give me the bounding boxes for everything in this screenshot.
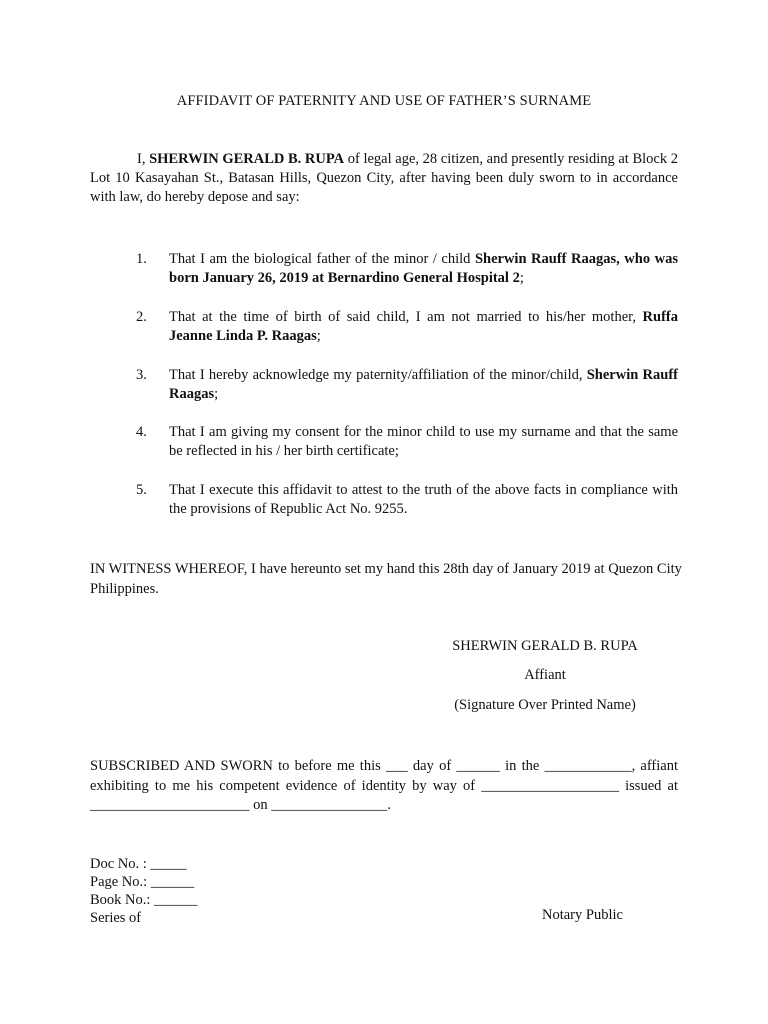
item-plain-text: That I am giving my consent for the minor child to use my surname and that the same be reflected in his / her birth certificate; bbox=[169, 424, 678, 459]
notary-public-label: Notary Public bbox=[542, 907, 623, 923]
item-text bbox=[169, 308, 678, 346]
item-suffix: ; bbox=[316, 328, 321, 344]
series-of: Series of bbox=[90, 910, 142, 926]
doc-no: Doc No. : _____ bbox=[90, 856, 187, 872]
item-text bbox=[169, 366, 678, 404]
item-bold-text: Ruffa Jeanne Linda P. Raagas bbox=[169, 309, 678, 344]
item-number: 1. bbox=[136, 251, 147, 267]
jurat-paragraph: SUBSCRIBED AND SWORN to before me this ___ day of ______ in the ____________, affiant exhibiting to me his competent evidence of identity by way of ___________________ issued at ______________________ on ________________. bbox=[90, 758, 678, 813]
signature-name: SHERWIN GERALD B. RUPA bbox=[452, 638, 638, 654]
page-no: Page No.: ______ bbox=[90, 874, 195, 890]
item-text bbox=[169, 423, 678, 461]
book-no: Book No.: ______ bbox=[90, 892, 198, 908]
intro-prefix: I, bbox=[137, 151, 150, 167]
item-suffix: ; bbox=[214, 386, 219, 402]
item-bold-text: Sherwin Rauff Raagas bbox=[169, 367, 678, 402]
signature-caption: (Signature Over Printed Name) bbox=[454, 697, 636, 713]
item-suffix: ; bbox=[519, 270, 524, 286]
item-number: 4. bbox=[136, 424, 147, 440]
item-plain-text: That at the time of birth of said child, I am not married to his/her mother, bbox=[169, 309, 643, 325]
item-plain-text: That I hereby acknowledge my paternity/affiliation of the minor/child, bbox=[169, 367, 587, 383]
item-text bbox=[169, 481, 678, 519]
affiant-name: SHERWIN GERALD B. RUPA bbox=[149, 151, 345, 167]
item-plain-text: That I execute this affidavit to attest to the truth of the above facts in compliance with the provisions of Republic Act No. 9255. bbox=[169, 482, 678, 517]
intro-paragraph bbox=[90, 150, 678, 207]
item-number: 3. bbox=[136, 367, 147, 383]
item-plain-text: That I am the biological father of the minor / child bbox=[169, 251, 475, 267]
signature-role: Affiant bbox=[524, 667, 566, 683]
item-bold-text: Sherwin Rauff Raagas, who was born January 26, 2019 at Bernardino General Hospital 2 bbox=[169, 251, 678, 286]
item-number: 2. bbox=[136, 309, 147, 325]
witness-paragraph: IN WITNESS WHEREOF, I have hereunto set my hand this 28th day of January 2019 at Quezon City Philippines. bbox=[90, 561, 682, 597]
item-number: 5. bbox=[136, 482, 147, 498]
item-text bbox=[169, 250, 678, 288]
document-title: AFFIDAVIT OF PATERNITY AND USE OF FATHER’S SURNAME bbox=[176, 93, 592, 109]
intro-text: of legal age, 28 citizen, and presently residing at Block 2 Lot 10 Kasayahan St., Batasan Hills, Quezon City, after having been duly sworn to in accordance with law, do hereby depose and say: bbox=[90, 151, 678, 205]
